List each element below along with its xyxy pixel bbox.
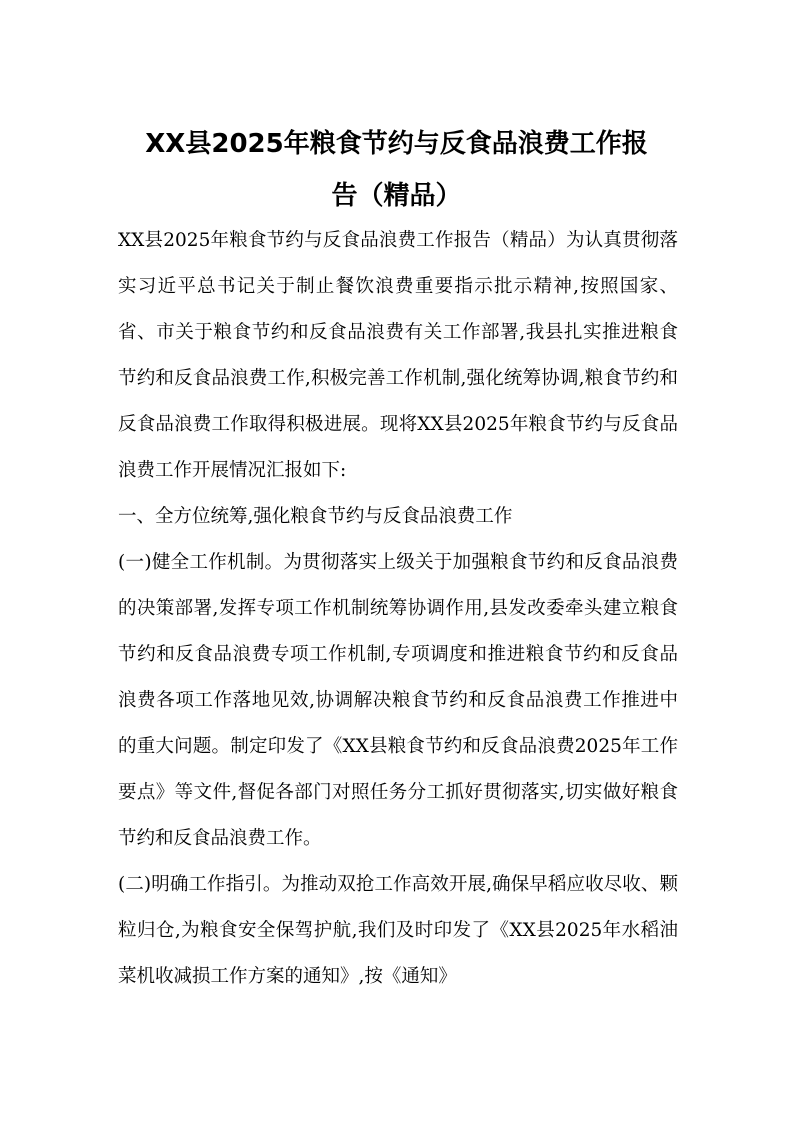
title-line-2: 告（精品）: [331, 181, 462, 211]
document-title: [110, 118, 683, 222]
paragraph-intro: XX县2025年粮食节约与反食品浪费工作报告（精品）为认真贯彻落实习近平总书记关于制止餐饮浪费重要指示批示精神,按照国家、省、市关于粮食节约和反食品浪费有关工作部署,我县扎实推进粮食节约和反食品浪费工作,积极完善工作机制,强化统筹协调,粮食节约和反食品浪费工作取得积极进展。现将XX县2025年粮食节约与反食品浪费工作开展情况汇报如下:: [118, 230, 678, 481]
section-heading: 一、全方位统筹,强化粮食节约与反食品浪费工作: [118, 506, 513, 527]
paragraph-subsection-2: (二)明确工作指引。为推动双抢工作高效开展,确保早稻应收尽收、颗粒归仓,为粮食安全保驾护航,我们及时印发了《XX县2025年水稻油菜机收减损工作方案的通知》,按《通知》: [118, 874, 678, 987]
paragraph-subsection-1: (一)健全工作机制。为贯彻落实上级关于加强粮食节约和反食品浪费的决策部署,发挥专项工作机制统筹协调作用,县发改委牵头建立粮食节约和反食品浪费专项工作机制,专项调度和推进粮食节约和反食品浪费各项工作落地见效,协调解决粮食节约和反食品浪费工作推进中的重大问题。制定印发了《XX县粮食节约和反食品浪费2025年工作要点》等文件,督促各部门对照任务分工抓好贯彻落实,切实做好粮食节约和反食品浪费工作。: [118, 552, 678, 849]
title-line-1: XX县2025年粮食节约与反食品浪费工作报: [145, 129, 648, 159]
document-body: [118, 218, 678, 1000]
